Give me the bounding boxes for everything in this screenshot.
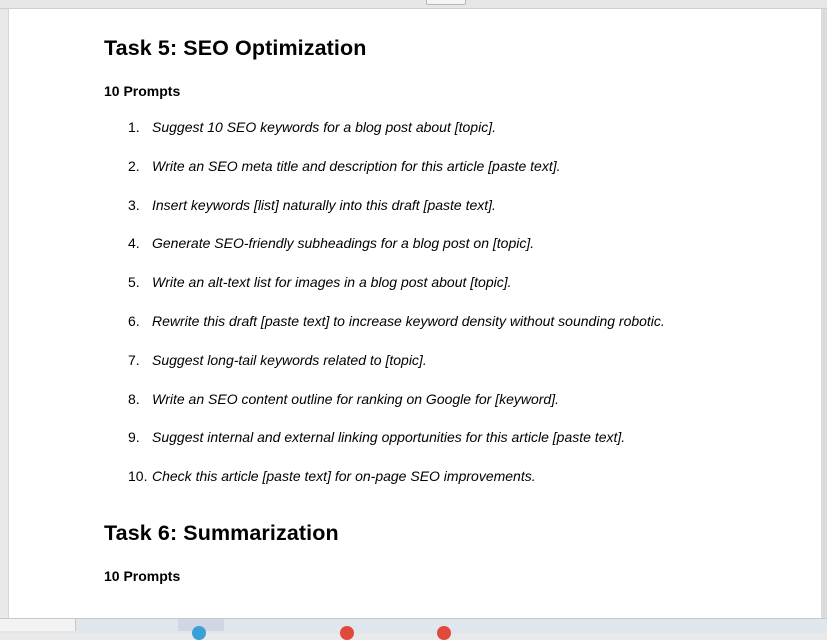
list-item [104, 468, 794, 507]
section-subheading-task-5: 10 Prompts [104, 83, 181, 99]
list-item-text: Suggest internal and external linking opportunities for this article [paste text]. [152, 429, 626, 446]
app-icon[interactable] [437, 626, 451, 640]
taskbar [0, 618, 827, 633]
list-item-number: 3. [128, 196, 140, 213]
list-item-number: 4. [128, 235, 140, 252]
document-page [8, 9, 822, 618]
list-item [104, 429, 794, 468]
list-item-number: 10. [128, 468, 148, 485]
list-item-text: Write an SEO meta title and description for this article [paste text]. [152, 157, 561, 174]
list-item [104, 274, 794, 313]
list-item [104, 235, 794, 274]
section-subheading-task-6: 10 Prompts [104, 568, 181, 584]
prompt-list-task-5 [104, 119, 794, 507]
list-item [104, 197, 794, 236]
taskbar-start-area[interactable] [0, 619, 76, 631]
list-item-text: Check this article [paste text] for on-page SEO improvements. [152, 468, 536, 485]
app-icon[interactable] [192, 626, 206, 640]
top-tab-handle[interactable] [426, 0, 466, 5]
list-item-number: 8. [128, 390, 140, 407]
list-item [104, 352, 794, 391]
list-item-text: Write an SEO content outline for ranking on Google for [keyword]. [152, 390, 559, 407]
list-item [104, 158, 794, 197]
list-item-number: 5. [128, 274, 140, 291]
list-item-text: Rewrite this draft [paste text] to increase keyword density without sounding robotic. [152, 312, 665, 329]
list-item-text: Write an alt-text list for images in a blog post about [topic]. [152, 274, 512, 291]
list-item-number: 9. [128, 429, 140, 446]
list-item-text: Suggest 10 SEO keywords for a blog post about [topic]. [152, 119, 496, 135]
list-item-number: 6. [128, 312, 140, 329]
section-heading-task-6: Task 6: Summarization [104, 521, 339, 545]
list-item-text: Insert keywords [list] naturally into this draft [paste text]. [152, 196, 496, 213]
vertical-scrollbar[interactable] [821, 9, 827, 618]
list-item-number: 7. [128, 351, 140, 368]
section-heading-task-5: Task 5: SEO Optimization [104, 36, 367, 60]
app-icon[interactable] [340, 626, 354, 640]
list-item-text: Generate SEO-friendly subheadings for a blog post on [topic]. [152, 235, 535, 252]
list-item [104, 391, 794, 430]
list-item [104, 119, 794, 158]
list-item-text: Suggest long-tail keywords related to [topic]. [152, 351, 427, 368]
window-top-strip [0, 0, 827, 9]
list-item-number: 2. [128, 157, 140, 174]
list-item-number: 1. [128, 119, 140, 135]
list-item [104, 313, 794, 352]
